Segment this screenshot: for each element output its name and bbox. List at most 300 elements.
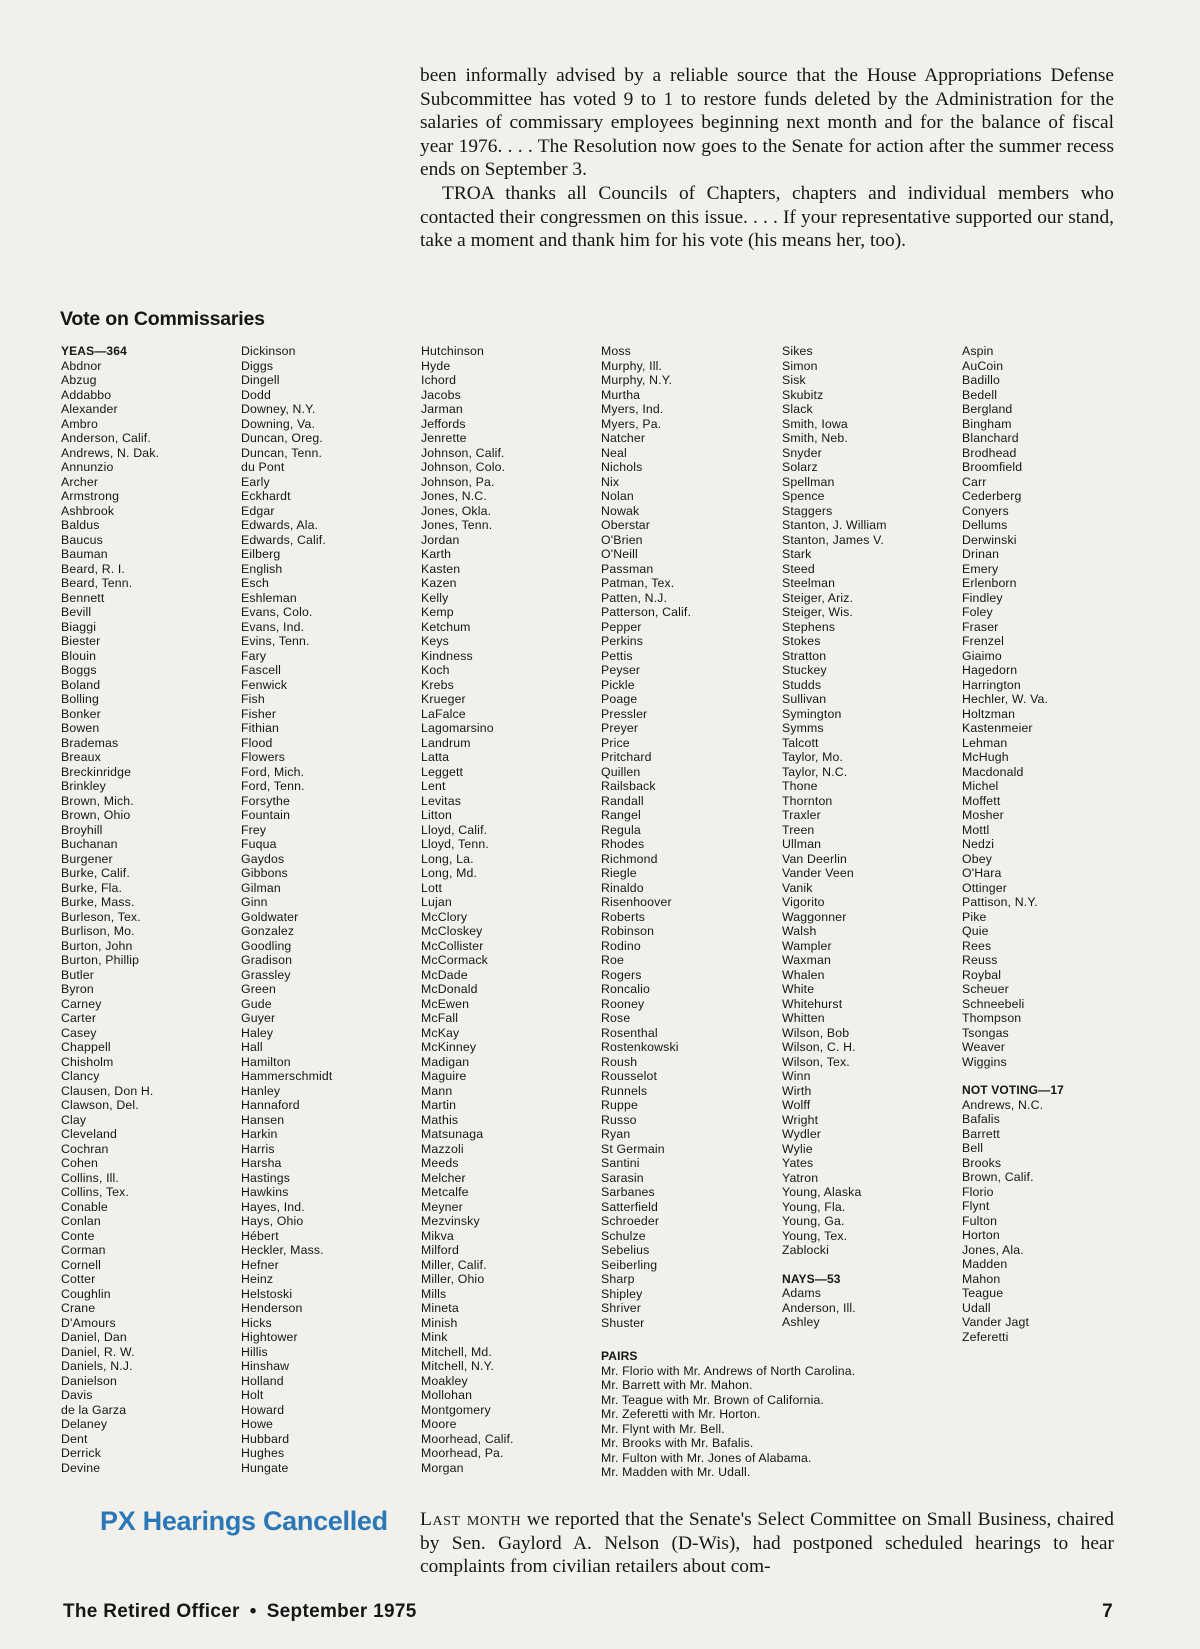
member-name: Sarasin xyxy=(601,1170,644,1185)
member-name: Johnson, Pa. xyxy=(421,474,495,489)
member-name: Karth xyxy=(421,547,452,561)
member-name: Boland xyxy=(61,677,101,692)
member-name: Yates xyxy=(782,1156,814,1170)
member-name: Winn xyxy=(782,1069,811,1083)
page-footer xyxy=(63,1601,1113,1623)
member-name: Kelly xyxy=(421,590,449,605)
member-name: Gilman xyxy=(241,880,281,895)
member-name: Brodhead xyxy=(962,445,1017,460)
pairs-list xyxy=(601,1349,1081,1480)
member-name: English xyxy=(241,561,283,576)
member-name: D'Amours xyxy=(61,1315,116,1330)
member-name: Butler xyxy=(61,967,95,982)
member-name: McFall xyxy=(421,1011,459,1025)
member-name: Baucus xyxy=(61,532,103,547)
member-name: Dodd xyxy=(241,387,271,402)
member-name: Yatron xyxy=(782,1170,819,1185)
member-name: Fraser xyxy=(962,619,999,634)
member-name: Miller, Ohio xyxy=(421,1272,485,1286)
member-name: Edwards, Ala. xyxy=(241,518,319,532)
member-name: Abzug xyxy=(61,373,97,387)
member-name: Mitchell, Md. xyxy=(421,1344,492,1359)
member-name: Broyhill xyxy=(61,822,103,837)
member-name: Pattison, N.Y. xyxy=(962,895,1038,909)
member-name: Jenrette xyxy=(421,431,467,445)
member-name: Mottl xyxy=(962,822,990,837)
member-name: Mitchell, N.Y. xyxy=(421,1359,494,1373)
pair-line: Mr. Fulton with Mr. Jones of Alabama. xyxy=(601,1450,812,1465)
member-name: Patten, N.J. xyxy=(601,590,668,605)
member-name: Regula xyxy=(601,822,641,837)
member-name: Cornell xyxy=(61,1257,102,1272)
vote-heading: NAYS—53 xyxy=(782,1271,841,1286)
member-name: St Germain xyxy=(601,1141,665,1156)
member-name: Blanchard xyxy=(962,431,1019,445)
member-name: Wilson, Tex. xyxy=(782,1054,850,1069)
member-name: Ottinger xyxy=(962,880,1007,895)
member-name: Holland xyxy=(241,1373,284,1388)
member-name: Zablocki xyxy=(782,1243,829,1257)
footer-bullet: • xyxy=(249,1601,257,1622)
member-name: Lloyd, Calif. xyxy=(421,822,488,837)
member-name: Richmond xyxy=(601,851,658,866)
member-name: Jarman xyxy=(421,402,463,416)
member-name: Quillen xyxy=(601,764,641,779)
member-name: Natcher xyxy=(601,431,646,445)
member-name: Hillis xyxy=(241,1344,268,1359)
member-name: Patterson, Calif. xyxy=(601,605,692,619)
member-name: Runnels xyxy=(601,1083,648,1098)
member-name: Fuqua xyxy=(241,837,277,851)
member-name: Robinson xyxy=(601,924,655,938)
member-name: Collins, Ill. xyxy=(61,1170,119,1185)
member-name: Hébert xyxy=(241,1228,279,1243)
member-name: Meyner xyxy=(421,1199,463,1214)
member-name: Florio xyxy=(962,1184,994,1199)
member-name: Bergland xyxy=(962,402,1013,416)
member-name: Moorhead, Calif. xyxy=(421,1431,514,1446)
member-name: Brown, Calif. xyxy=(962,1170,1034,1184)
member-name: Daniel, R. W. xyxy=(61,1344,135,1359)
member-name: Slack xyxy=(782,402,813,416)
member-name: Fountain xyxy=(241,808,291,822)
member-name: Mollohan xyxy=(421,1388,473,1402)
member-name: McKay xyxy=(421,1025,460,1040)
intro-paragraph-1: been informally advised by a reliable source that the House Appropriations Defense Subcommittee has voted 9 to 1 to restore funds deleted by the Administration for the salaries of commissary employees beginning next month and for the balance of fiscal year 1976. . . . The Resolution now goes to the Senate for action after the summer recess ends on September 3. xyxy=(420,65,1114,181)
member-name: Breckinridge xyxy=(61,764,132,779)
member-name: Roe xyxy=(601,953,625,967)
member-name: LaFalce xyxy=(421,706,466,721)
pair-line: Mr. Zeferetti with Mr. Horton. xyxy=(601,1407,761,1421)
member-name: Clay xyxy=(61,1112,87,1127)
member-name: Young, Fla. xyxy=(782,1199,846,1214)
member-name: Blouin xyxy=(61,648,97,663)
member-name: Oberstar xyxy=(601,518,651,532)
member-name: Bolling xyxy=(61,692,99,706)
member-name: Downing, Va. xyxy=(241,416,316,431)
member-name: Conyers xyxy=(962,503,1009,518)
member-name: Whitten xyxy=(782,1011,825,1025)
member-name: Emery xyxy=(962,561,999,576)
px-body-text: we reported that the Senate's Select Committee on Small Business, chaired by Sen. Gaylord A. Nelson (D-Wis), had postponed scheduled hearings to hear complaints from civilian retailers about com- xyxy=(420,1509,1114,1578)
member-name: Murtha xyxy=(601,387,641,402)
member-name: Harris xyxy=(241,1141,275,1156)
vote-section-title: Vote on Commissaries xyxy=(60,308,265,330)
member-name: Brown, Mich. xyxy=(61,793,134,808)
member-name: Wilson, C. H. xyxy=(782,1040,856,1054)
member-name: Hicks xyxy=(241,1315,272,1330)
member-name: Gonzalez xyxy=(241,924,295,938)
member-name: Carter xyxy=(61,1011,97,1025)
member-name: Howe xyxy=(241,1417,274,1431)
member-name: Bowen xyxy=(61,721,100,735)
member-name: Jones, Okla. xyxy=(421,503,492,518)
member-name: McDade xyxy=(421,967,468,982)
member-name: Shuster xyxy=(601,1315,645,1330)
member-name: Devine xyxy=(61,1460,101,1475)
intro-text xyxy=(420,64,1114,253)
member-name: Milford xyxy=(421,1243,459,1257)
member-name: White xyxy=(782,982,815,996)
member-name: Preyer xyxy=(601,721,639,735)
member-name: Annunzio xyxy=(61,460,114,474)
member-name: Jones, N.C. xyxy=(421,489,487,503)
member-name: Beard, Tenn. xyxy=(61,576,133,590)
member-name: Zeferetti xyxy=(962,1329,1009,1344)
member-name: Mazzoli xyxy=(421,1141,464,1156)
member-name: Sebelius xyxy=(601,1243,650,1257)
member-name: Rangel xyxy=(601,808,641,822)
member-name: Casey xyxy=(61,1025,97,1040)
member-name: Krueger xyxy=(421,692,466,706)
member-name: Anderson, Ill. xyxy=(782,1300,856,1315)
member-name: Brinkley xyxy=(61,779,106,793)
member-name: Hansen xyxy=(241,1112,285,1127)
member-name: Stephens xyxy=(782,619,836,634)
px-section-body xyxy=(420,1508,1114,1579)
member-name: Jones, Tenn. xyxy=(421,518,493,532)
member-name: Chisholm xyxy=(61,1054,114,1069)
member-name: Rinaldo xyxy=(601,880,644,895)
member-name: Long, La. xyxy=(421,851,474,866)
member-name: Eckhardt xyxy=(241,489,291,503)
member-name: Delaney xyxy=(61,1417,108,1431)
member-name: Mezvinsky xyxy=(421,1214,480,1228)
member-name: Davis xyxy=(61,1388,93,1402)
member-name: Beard, R. I. xyxy=(61,561,125,576)
intro-paragraph-2: TROA thanks all Councils of Chapters, chapters and individual members who contacted their congressmen on this issue. . . . If your representative supported our stand, take a moment and thank him for his vote (his means her, too). xyxy=(420,182,1114,252)
member-name: Seiberling xyxy=(601,1257,658,1272)
member-name: Vanik xyxy=(782,880,813,895)
member-name: Mills xyxy=(421,1286,447,1301)
member-name: Satterfield xyxy=(601,1199,659,1214)
member-name: Hayes, Ind. xyxy=(241,1199,305,1214)
member-name: Brooks xyxy=(962,1155,1002,1170)
member-name: Coughlin xyxy=(61,1286,111,1301)
member-name: Hechler, W. Va. xyxy=(962,692,1049,706)
member-name: Early xyxy=(241,474,270,489)
member-name: Miller, Calif. xyxy=(421,1257,487,1272)
member-name: Patman, Tex. xyxy=(601,576,675,590)
member-name: Conte xyxy=(61,1228,95,1243)
member-name: Barrett xyxy=(962,1126,1000,1141)
member-name: Bafalis xyxy=(962,1112,1000,1126)
member-name: Forsythe xyxy=(241,793,291,808)
px-lead-in: Last month xyxy=(420,1509,522,1530)
member-name: Talcott xyxy=(782,735,819,750)
member-name: Danielson xyxy=(61,1373,118,1388)
member-name: Addabbo xyxy=(61,387,112,402)
member-name: Burleson, Tex. xyxy=(61,909,141,924)
member-name: Fulton xyxy=(962,1213,998,1228)
member-name: Railsback xyxy=(601,779,656,793)
member-name: Santini xyxy=(601,1156,640,1170)
member-name: Fisher xyxy=(241,706,277,721)
member-name: Haley xyxy=(241,1025,274,1040)
member-name: Frey xyxy=(241,822,267,837)
pair-line: Mr. Barrett with Mr. Mahon. xyxy=(601,1378,753,1392)
member-name: Harrington xyxy=(962,677,1021,692)
member-name: Ashbrook xyxy=(61,503,115,518)
member-name: Gradison xyxy=(241,953,293,967)
member-name: Cleveland xyxy=(61,1127,118,1141)
pair-line: Mr. Madden with Mr. Udall. xyxy=(601,1465,751,1479)
member-name: Lujan xyxy=(421,895,452,909)
member-name: Clancy xyxy=(61,1069,100,1083)
pair-line: Mr. Brooks with Mr. Bafalis. xyxy=(601,1436,754,1450)
member-name: Teague xyxy=(962,1286,1004,1300)
member-name: Gude xyxy=(241,996,272,1011)
member-name: Pike xyxy=(962,909,987,924)
member-name: Rousselot xyxy=(601,1069,658,1083)
member-name: O'Hara xyxy=(962,866,1002,880)
member-name: Flowers xyxy=(241,750,286,764)
member-name: Leggett xyxy=(421,764,464,779)
member-name: Hyde xyxy=(421,358,451,373)
member-name: Burke, Calif. xyxy=(61,866,130,880)
member-name: Dent xyxy=(61,1431,88,1446)
member-name: Bingham xyxy=(962,416,1012,431)
member-name: Pritchard xyxy=(601,750,652,764)
member-name: Mosher xyxy=(962,808,1004,822)
member-name: Mink xyxy=(421,1330,448,1344)
member-name: Hannaford xyxy=(241,1098,300,1112)
member-name: Burton, Phillip xyxy=(61,953,140,967)
member-name: Duncan, Oreg. xyxy=(241,431,323,445)
member-name: Fenwick xyxy=(241,677,288,692)
member-name: Minish xyxy=(421,1315,458,1330)
member-name: Stanton, James V. xyxy=(782,532,884,547)
member-name: Russo xyxy=(601,1112,637,1127)
member-name: Hungate xyxy=(241,1460,289,1475)
member-name: Archer xyxy=(61,474,99,489)
member-name: Risenhoover xyxy=(601,895,672,909)
member-name: Rodino xyxy=(601,938,641,953)
member-name: Waggonner xyxy=(782,909,847,924)
pair-line: Mr. Flynt with Mr. Bell. xyxy=(601,1421,725,1436)
member-name: Drinan xyxy=(962,547,1000,561)
issue-date: September 1975 xyxy=(266,1601,417,1622)
member-name: Daniel, Dan xyxy=(61,1330,127,1344)
px-section-title: PX Hearings Cancelled xyxy=(100,1506,388,1536)
member-name: Ford, Tenn. xyxy=(241,779,305,793)
member-name: Ruppe xyxy=(601,1098,638,1112)
member-name: Stokes xyxy=(782,634,821,648)
member-name: Conlan xyxy=(61,1214,101,1228)
member-name: Hagedorn xyxy=(962,663,1018,677)
member-name: Moakley xyxy=(421,1373,468,1388)
member-name: Schroeder xyxy=(601,1214,660,1228)
member-name: Johnson, Calif. xyxy=(421,445,505,460)
member-name: Boggs xyxy=(61,663,97,677)
member-name: Litton xyxy=(421,808,452,822)
member-name: Heinz xyxy=(241,1272,274,1286)
member-name: Armstrong xyxy=(61,489,120,503)
member-name: Cochran xyxy=(61,1141,109,1156)
member-name: Stark xyxy=(782,547,812,561)
member-name: Pressler xyxy=(601,706,648,721)
member-name: Wilson, Bob xyxy=(782,1025,850,1040)
member-name: Peyser xyxy=(601,663,641,677)
member-name: Ullman xyxy=(782,837,822,851)
member-name: Scheuer xyxy=(962,982,1009,996)
member-name: Macdonald xyxy=(962,764,1024,779)
member-name: Rogers xyxy=(601,967,642,982)
member-name: Bell xyxy=(962,1141,984,1155)
member-name: Smith, Iowa xyxy=(782,416,848,431)
member-name: Ford, Mich. xyxy=(241,764,305,779)
member-name: Burton, John xyxy=(61,938,133,953)
member-name: Ambro xyxy=(61,416,98,431)
member-name: Sarbanes xyxy=(601,1185,655,1199)
member-name: Edgar xyxy=(241,503,275,518)
member-name: Steed xyxy=(782,561,815,576)
member-name: Bauman xyxy=(61,547,108,561)
member-name: Goldwater xyxy=(241,909,299,924)
member-name: Myers, Pa. xyxy=(601,416,662,431)
member-name: Frenzel xyxy=(962,634,1005,648)
member-name: Stuckey xyxy=(782,663,827,677)
member-name: Alexander xyxy=(61,402,118,416)
member-name: Collins, Tex. xyxy=(61,1185,130,1199)
member-name: Fithian xyxy=(241,721,279,735)
member-name: Stratton xyxy=(782,648,827,663)
member-name: Lloyd, Tenn. xyxy=(421,837,489,851)
member-name: Wirth xyxy=(782,1083,812,1098)
member-name: Steiger, Wis. xyxy=(782,605,853,619)
member-name: Tsongas xyxy=(962,1025,1009,1040)
member-name: Hanley xyxy=(241,1083,281,1098)
member-name: McCormack xyxy=(421,953,488,967)
member-name: Lott xyxy=(421,880,443,895)
member-name: Ketchum xyxy=(421,619,471,634)
member-name: Downey, N.Y. xyxy=(241,402,316,416)
member-name: Roberts xyxy=(601,909,646,924)
member-name: Hightower xyxy=(241,1330,298,1344)
member-name: Burke, Fla. xyxy=(61,880,123,895)
member-name: Passman xyxy=(601,561,654,576)
vote-heading: YEAS—364 xyxy=(61,344,127,358)
member-name: Andrews, N. Dak. xyxy=(61,445,160,460)
member-name: Moss xyxy=(601,344,631,358)
member-name: Kasten xyxy=(421,561,461,576)
member-name: Helstoski xyxy=(241,1286,293,1301)
member-name: Moffett xyxy=(962,793,1001,808)
member-name: Levitas xyxy=(421,793,462,808)
member-name: Wright xyxy=(782,1112,819,1127)
member-name: Foley xyxy=(962,605,993,619)
member-name: Gaydos xyxy=(241,851,285,866)
member-name: Bonker xyxy=(61,706,101,721)
member-name: McKinney xyxy=(421,1040,477,1054)
member-name: Solarz xyxy=(782,460,818,474)
member-name: Biester xyxy=(61,634,101,648)
member-name: Abdnor xyxy=(61,358,102,373)
member-name: Jordan xyxy=(421,532,460,547)
member-name: Hughes xyxy=(241,1446,285,1460)
member-name: Harkin xyxy=(241,1127,278,1141)
member-name: Adams xyxy=(782,1286,822,1300)
member-name: Hays, Ohio xyxy=(241,1214,304,1228)
member-name: Mahon xyxy=(962,1271,1001,1286)
member-name: Hubbard xyxy=(241,1431,290,1446)
member-name: Kindness xyxy=(421,648,473,663)
member-name: Thone xyxy=(782,779,818,793)
member-name: Mineta xyxy=(421,1301,459,1315)
member-name: Cederberg xyxy=(962,489,1022,503)
member-name: Baldus xyxy=(61,518,100,532)
member-name: Jones, Ala. xyxy=(962,1242,1024,1257)
member-name: Buchanan xyxy=(61,837,118,851)
member-name: Kazen xyxy=(421,576,457,590)
member-name: Roybal xyxy=(962,967,1002,982)
vote-column-1 xyxy=(61,344,237,1475)
member-name: Nichols xyxy=(601,460,643,474)
member-name: Brown, Ohio xyxy=(61,808,131,822)
member-name: Fary xyxy=(241,648,267,663)
member-name: Whalen xyxy=(782,967,825,982)
member-name: Dellums xyxy=(962,518,1008,532)
member-name: Roncalio xyxy=(601,982,651,996)
member-name: Rostenkowski xyxy=(601,1040,679,1054)
vote-column-4 xyxy=(601,344,777,1330)
member-name: Mathis xyxy=(421,1112,459,1127)
member-name: Jacobs xyxy=(421,387,461,402)
member-name: Edwards, Calif. xyxy=(241,532,326,547)
member-name: Broomfield xyxy=(962,460,1023,474)
member-name: Morgan xyxy=(421,1460,464,1475)
member-name: Michel xyxy=(962,779,999,793)
member-name: McEwen xyxy=(421,996,470,1011)
member-name: Latta xyxy=(421,750,450,764)
pair-line: Mr. Teague with Mr. Brown of California. xyxy=(601,1392,825,1407)
member-name: Burgener xyxy=(61,851,113,866)
member-name: Thompson xyxy=(962,1011,1022,1025)
member-name: Pettis xyxy=(601,648,633,663)
member-name: Whitehurst xyxy=(782,996,843,1011)
publication-name: The Retired Officer xyxy=(63,1601,240,1622)
member-name: Wiggins xyxy=(962,1054,1007,1069)
member-name: Perkins xyxy=(601,634,644,648)
member-name: Madigan xyxy=(421,1054,470,1069)
member-name: Evans, Colo. xyxy=(241,605,313,619)
vote-heading: NOT VOTING—17 xyxy=(962,1083,1064,1097)
member-name: Quie xyxy=(962,924,989,938)
member-name: Bevill xyxy=(61,605,92,619)
member-name: Ryan xyxy=(601,1127,631,1141)
member-name: Cotter xyxy=(61,1272,96,1286)
member-name: Bennett xyxy=(61,590,105,605)
